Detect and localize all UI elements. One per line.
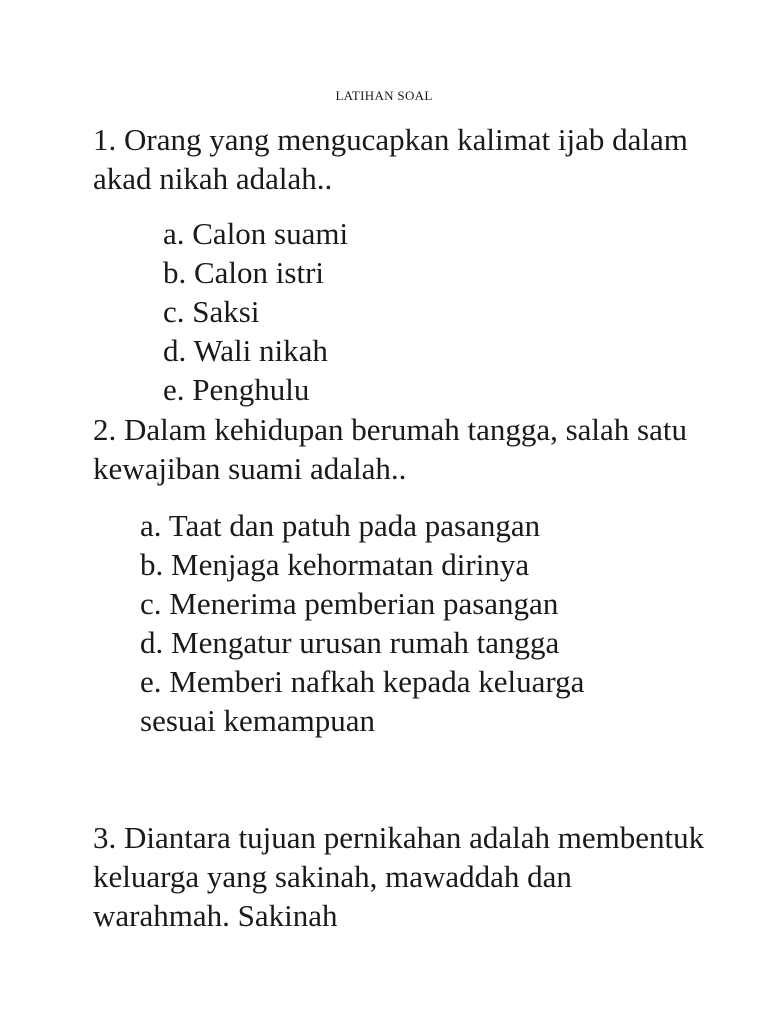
question-2-options <box>140 506 700 740</box>
question-2-option-c: c. Menerima pemberian pasangan <box>140 586 559 621</box>
question-2-text: 2. Dalam kehidupan berumah tangga, salah satu kewajiban suami adalah.. <box>93 412 687 486</box>
question-2-option-a: a. Taat dan patuh pada pasangan <box>140 508 541 543</box>
question-1-option-a: a. Calon suami <box>163 216 349 251</box>
question-1-options <box>163 214 723 409</box>
question-1-option-d: d. Wali nikah <box>163 333 328 368</box>
question-1-option-c: c. Saksi <box>163 294 260 329</box>
question-1-option-e: e. Penghulu <box>163 372 310 407</box>
document-title: LATIHAN SOAL <box>335 88 433 103</box>
question-2-option-d: d. Mengatur urusan rumah tangga <box>140 625 560 660</box>
question-3-text: 3. Diantara tujuan pernikahan adalah membentuk keluarga yang sakinah, mawaddah dan warahmah. Sakinah <box>93 820 705 933</box>
question-1-text: 1. Orang yang mengucapkan kalimat ijab dalam akad nikah adalah.. <box>93 122 688 196</box>
question-2-option-b: b. Menjaga kehormatan dirinya <box>140 547 530 582</box>
question-2-option-e: e. Memberi nafkah kepada keluarga sesuai kemampuan <box>140 664 585 738</box>
question-1-option-b: b. Calon istri <box>163 255 325 290</box>
